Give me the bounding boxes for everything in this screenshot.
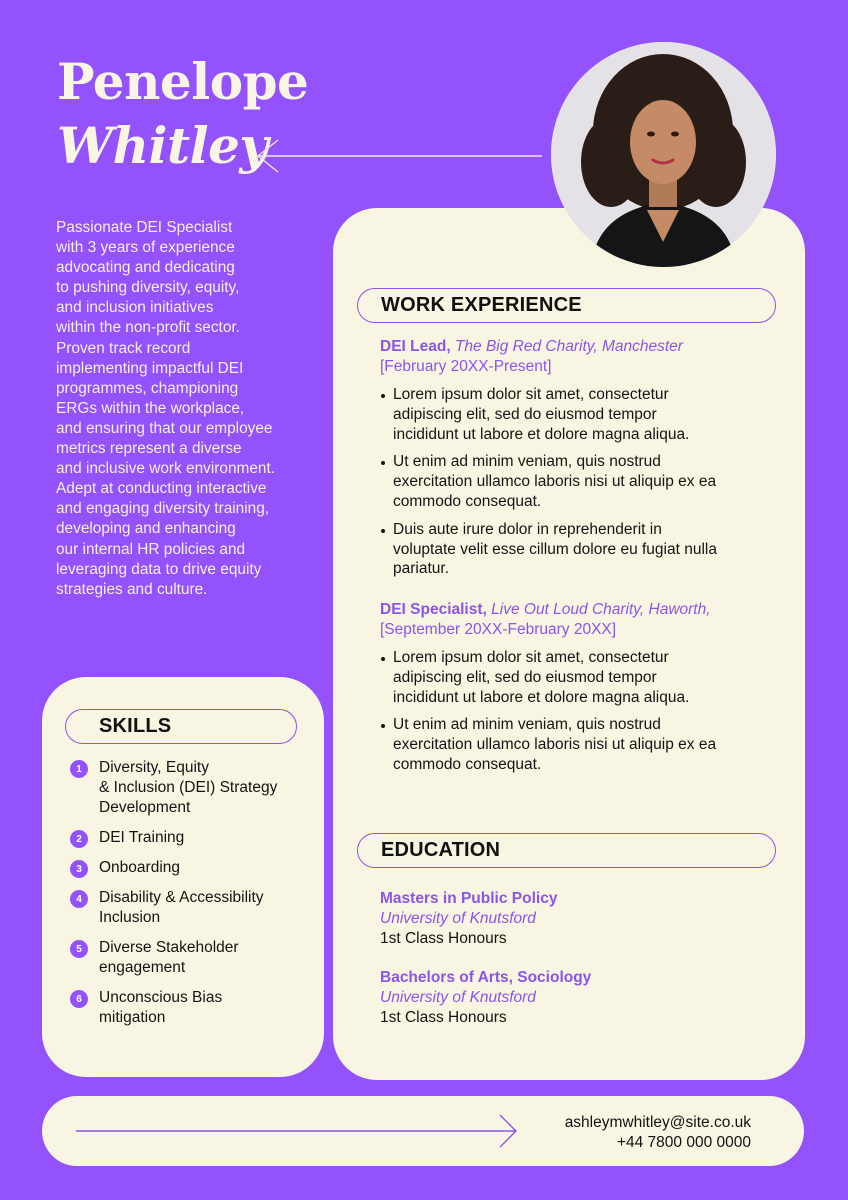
arrow-left-icon [254, 138, 544, 174]
job-organization: Live Out Loud Charity, Haworth, [491, 601, 711, 618]
job-entry [380, 337, 780, 587]
job-bullet: Ut enim ad minim veniam, quis nostrud exercitation ullamco laboris nisi ut aliquip ex ea commodo consequat. [380, 715, 725, 774]
first-name: Penelope [57, 52, 309, 111]
education-entry [380, 889, 760, 949]
skill-text: Disability & Accessibility Inclusion [99, 889, 264, 926]
job-dates: [February 20XX-Present] [380, 358, 552, 375]
job-bullets [380, 385, 780, 579]
work-experience-heading: WORK EXPERIENCE [357, 288, 776, 323]
job-title-line [380, 337, 780, 357]
skill-number-badge: 5 [70, 940, 88, 958]
job-title-line [380, 600, 780, 620]
job-bullet: Ut enim ad minim veniam, quis nostrud exercitation ullamco laboris nisi ut aliquip ex ea commodo consequat. [380, 452, 725, 511]
skill-number-badge: 2 [70, 830, 88, 848]
skill-item [70, 758, 310, 818]
edu-honours: 1st Class Honours [380, 1009, 507, 1026]
skill-item [70, 988, 310, 1028]
last-name: Whitley [57, 116, 268, 175]
skill-number-badge: 1 [70, 760, 88, 778]
job-bullet: Duis aute irure dolor in reprehenderit in voluptate velit esse cillum dolore eu fugiat nulla pariatur. [380, 520, 725, 579]
job-bullets [380, 648, 780, 775]
job-organization: The Big Red Charity, Manchester [454, 338, 683, 355]
job-title: DEI Lead, [380, 338, 451, 355]
job-bullet: Lorem ipsum dolor sit amet, consectetur adipiscing elit, sed do eiusmod tempor incididunt ut labore et dolore magna aliqua. [380, 648, 725, 707]
skill-item [70, 858, 310, 878]
job-entry [380, 600, 780, 783]
skills-heading: SKILLS [65, 709, 297, 744]
skill-number-badge: 3 [70, 860, 88, 878]
job-bullet: Lorem ipsum dolor sit amet, consectetur adipiscing elit, sed do eiusmod tempor incididunt ut labore et dolore magna aliqua. [380, 385, 725, 444]
skill-number-badge: 4 [70, 890, 88, 908]
edu-degree: Masters in Public Policy [380, 890, 558, 907]
skill-text: Onboarding [99, 859, 181, 876]
contact-email[interactable]: ashleymwhitley@site.co.uk [564, 1114, 751, 1131]
profile-photo [551, 42, 776, 267]
edu-school: University of Knutsford [380, 910, 536, 927]
skill-number-badge: 6 [70, 990, 88, 1008]
job-title: DEI Specialist, [380, 601, 487, 618]
arrow-right-icon [76, 1114, 521, 1148]
job-dates: [September 20XX-February 20XX] [380, 621, 617, 638]
skill-item [70, 828, 310, 848]
skill-text: DEI Training [99, 829, 185, 846]
profile-summary: Passionate DEI Specialist with 3 years of experience advocating and dedicating to pushing diversity, equity, and inclusion initiatives within the non-profit sector. Proven track record implementing impactful DEI programmes, championing ERGs within the workplace, and ensuring that our employee metrics represent a diverse and inclusive work environment. Adept at conducting interactive and engaging diversity training, developing and enhancing our internal HR policies and leveraging data to drive equity strategies and culture. [56, 219, 275, 598]
skill-text: Diversity, Equity & Inclusion (DEI) Strategy Development [99, 759, 278, 816]
skill-text: Diverse Stakeholder engagement [99, 939, 239, 976]
education-heading: EDUCATION [357, 833, 776, 868]
skill-item [70, 938, 310, 978]
education-entry [380, 968, 760, 1028]
portrait-image [551, 42, 776, 267]
skill-item [70, 888, 310, 928]
edu-degree: Bachelors of Arts, Sociology [380, 969, 592, 986]
skills-list [70, 758, 310, 1038]
edu-school: University of Knutsford [380, 989, 536, 1006]
skill-text: Unconscious Bias mitigation [99, 989, 223, 1026]
contact-info [565, 1113, 751, 1153]
contact-phone[interactable]: +44 7800 000 0000 [616, 1134, 751, 1151]
edu-honours: 1st Class Honours [380, 930, 507, 947]
